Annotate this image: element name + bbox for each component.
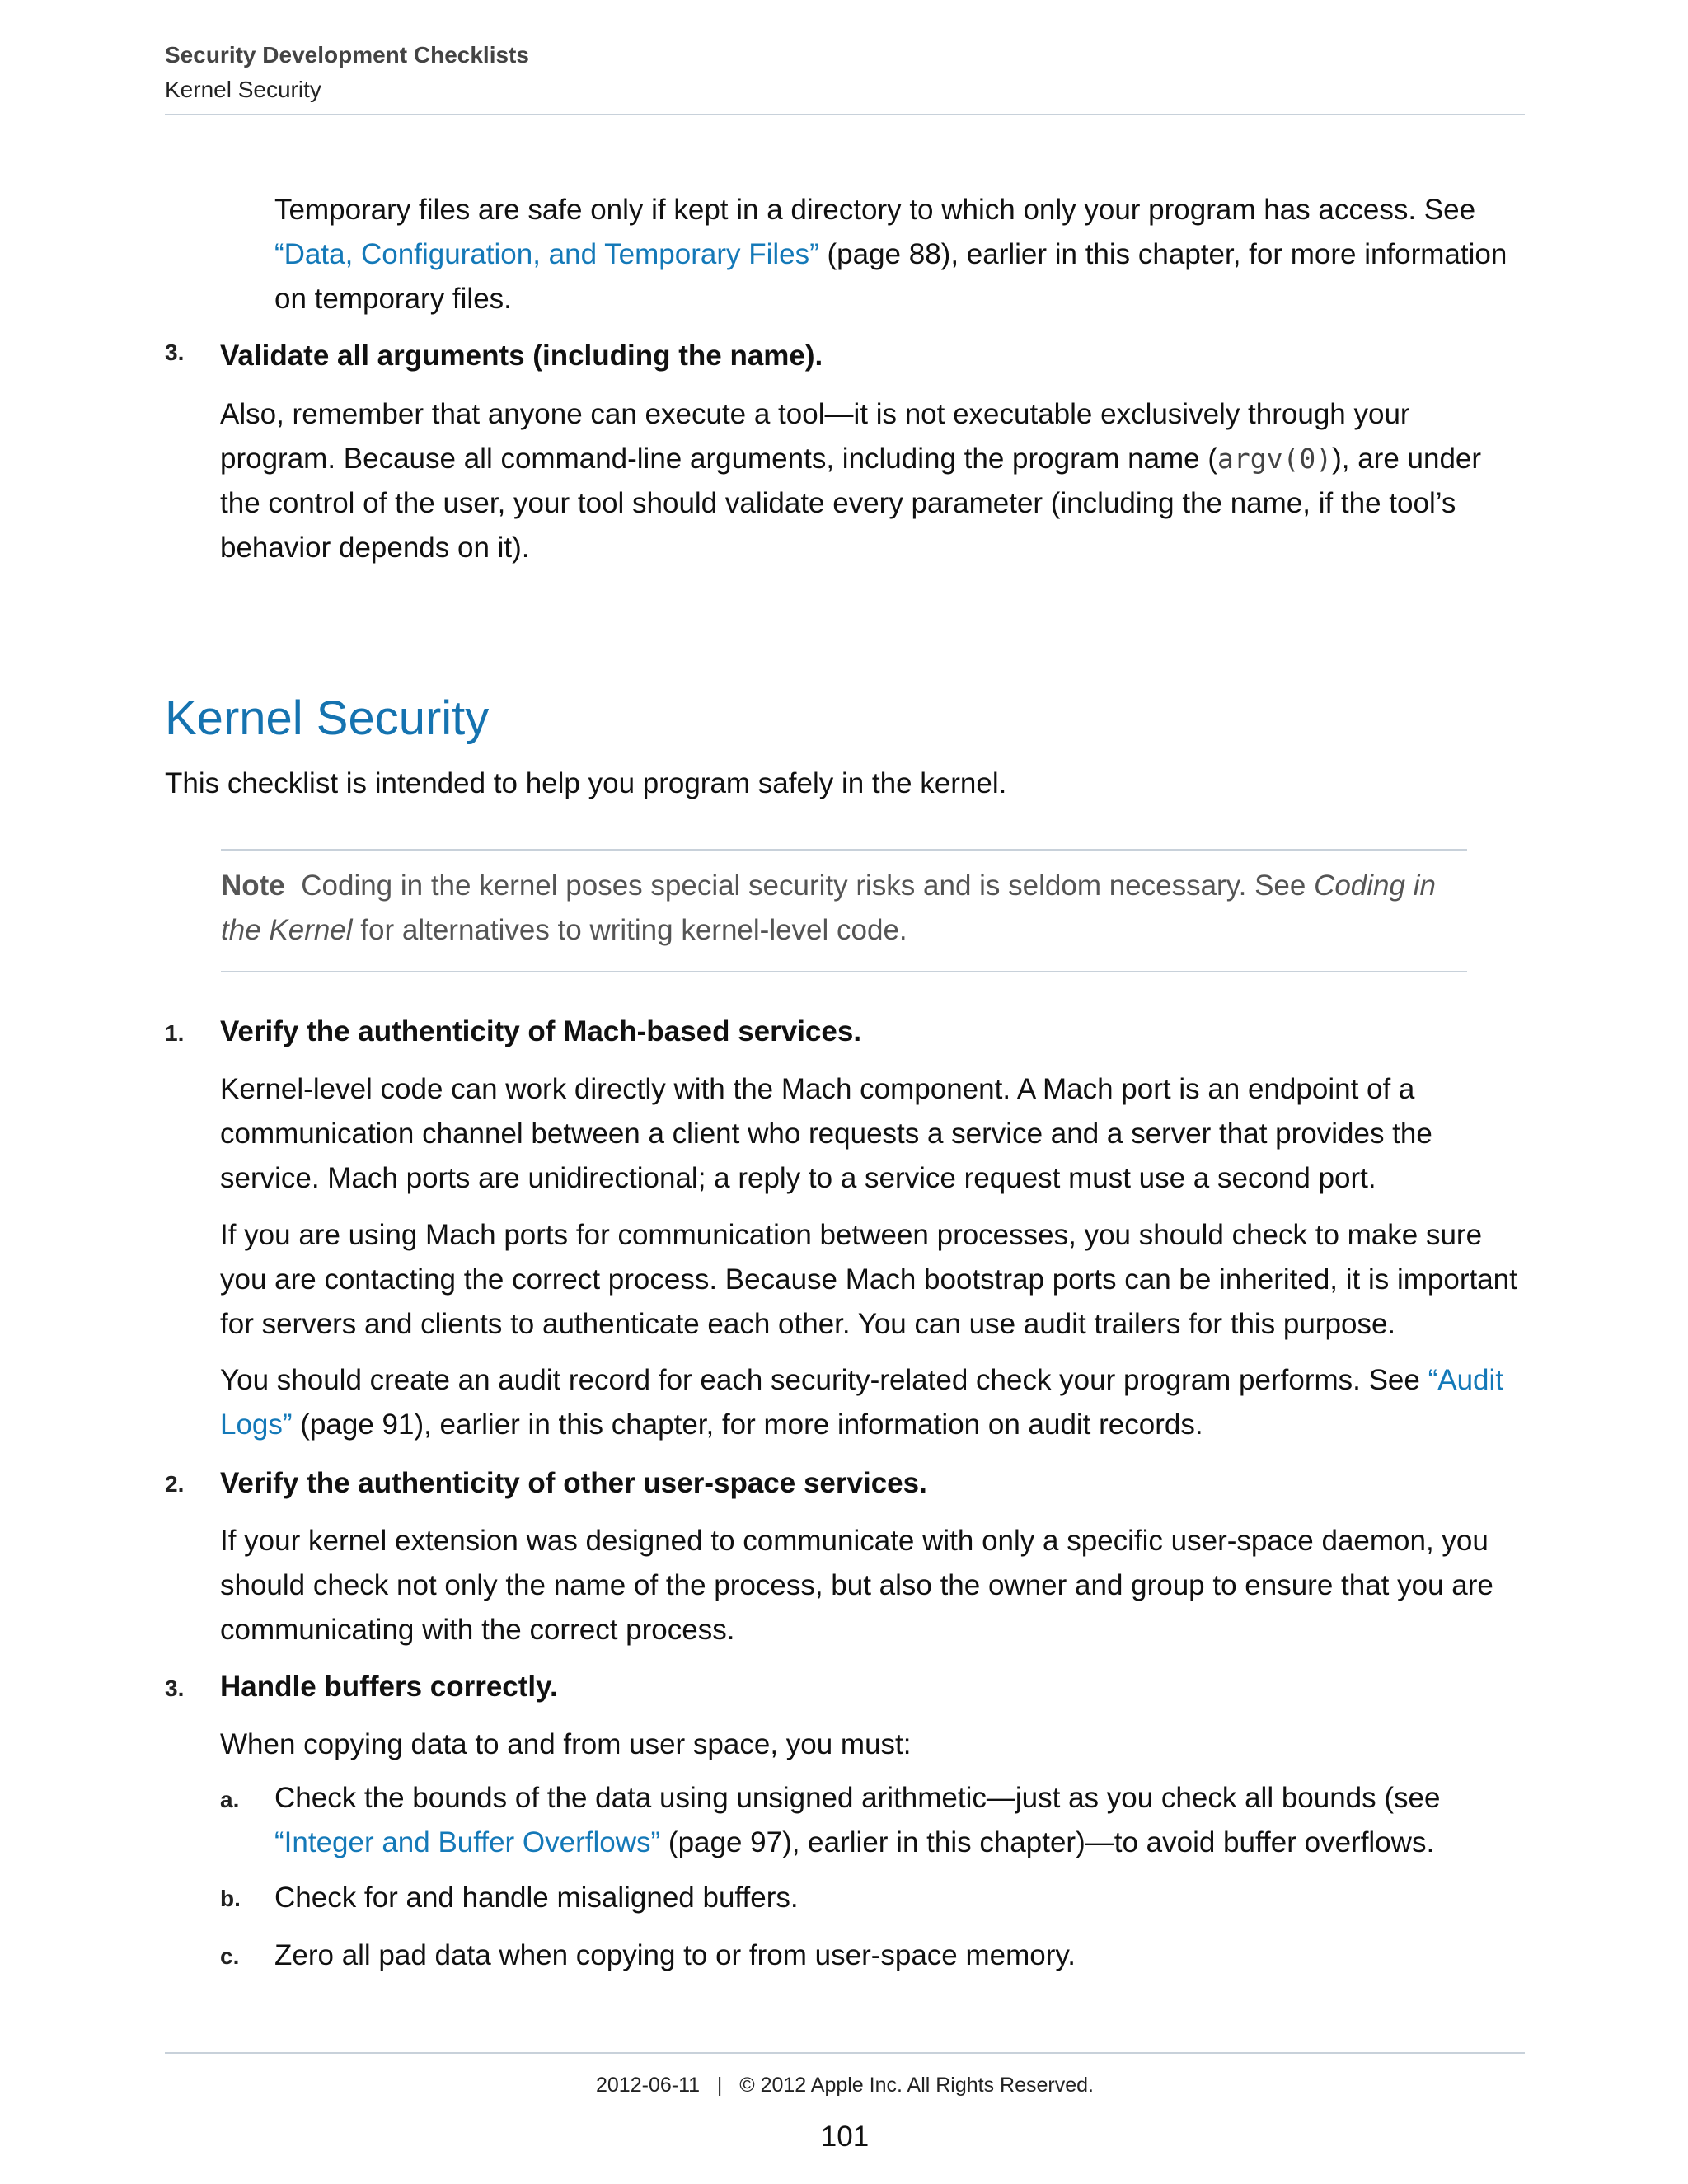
audit-logs-link[interactable]: “Audit Logs” [220,1364,1504,1441]
mach-ports-communication-paragraph: If you are using Mach ports for communication between processes, you should check to make sure you are contacting the correct process. Because Mach bootstrap ports can be inherited, it is important for servers and clients to authenticate each other. You can use audit trailers for this purpose. [220,1219,1517,1340]
list-item-title: Validate all arguments (including the name). [220,340,823,372]
footer-divider [165,2052,1525,2054]
copying-data-paragraph: When copying data to and from user space, you must: [220,1728,912,1760]
argv-code: argv(0) [1217,443,1333,475]
validate-args-text-after: ), are under the control of the user, your tool should validate every parameter (including the name, if the tool’s behavior depends on it). [220,443,1482,564]
sub-list-letter: c. [220,1943,240,1969]
chapter-title: Security Development Checklists [165,42,529,68]
temp-files-text-after: (page 88), earlier in this chapter, for more information on temporary files. [274,238,1507,315]
temp-files-text: Temporary files are safe only if kept in a directory to which only your program has access. See [274,194,1476,226]
integer-buffer-overflows-link[interactable]: “Integer and Buffer Overflows” [274,1826,661,1858]
section-intro: This checklist is intended to help you program safely in the kernel. [165,767,1007,799]
mach-port-paragraph: Kernel-level code can work directly with the Mach component. A Mach port is an endpoint of a communication channel between a client who requests a service and a server that provides the service. Mach ports are unidirectional; a reply to a service request must use a second port. [220,1073,1432,1194]
note-text [221,864,1467,953]
list-number: 1. [165,1020,185,1046]
page-footer [165,2052,1525,2154]
audit-record-paragraph [220,1358,1526,1447]
misaligned-buffers-item: Check for and handle misaligned buffers. [274,1882,799,1914]
data-config-temp-files-link[interactable]: “Data, Configuration, and Temporary Files” [274,238,819,270]
list-item-title: Verify the authenticity of Mach-based services. [220,1015,862,1047]
footer-date: 2012-06-11 [596,2074,701,2097]
kernel-extension-paragraph: If your kernel extension was designed to communicate with only a specific user-space daemon, you should check not only the name of the process, but also the owner and group to ensure that you are communicating with the correct process. [220,1525,1493,1646]
note-text-b: for alternatives to writing kernel-level code. [352,914,907,946]
audit-text: You should create an audit record for each security-related check your program performs. See [220,1364,1428,1396]
page-number: 101 [820,2121,870,2153]
running-header [165,38,1525,107]
zero-pad-item: Zero all pad data when copying to or from user-space memory. [274,1939,1076,1971]
audit-text-after: (page 91), earlier in this chapter, for more information on audit records. [292,1408,1203,1441]
header-divider [165,114,1525,115]
bounds-text-after: (page 97), earlier in this chapter)—to avoid buffer overflows. [660,1826,1435,1858]
sub-list-letter: a. [220,1787,240,1812]
footer-separator: | [716,2074,723,2097]
bounds-check-item [274,1776,1527,1865]
footer-copyright: © 2012 Apple Inc. All Rights Reserved. [739,2074,1094,2097]
list-number: 2. [165,1471,185,1497]
list-item-title: Handle buffers correctly. [220,1671,558,1703]
validate-args-text: Also, remember that anyone can execute a tool—it is not executable exclusively through your program. Because all command-line arguments, including the program name ( [220,398,1410,475]
list-number: 3. [165,1675,185,1701]
bounds-text: Check the bounds of the data using unsigned arithmetic—just as you check all bounds (see [274,1782,1441,1814]
note-text-a: Coding in the kernel poses special security risks and is seldom necessary. See [301,869,1315,902]
validate-args-paragraph [220,392,1526,570]
footer-line [165,2074,1525,2097]
section-title: Kernel Security [165,77,321,102]
note-box [221,849,1467,972]
temp-files-paragraph [274,188,1527,321]
sub-list-letter: b. [220,1886,241,1911]
coding-in-kernel-title: Coding in the Kernel [221,869,1436,946]
section-heading: Kernel Security [165,691,490,745]
list-item-title: Verify the authenticity of other user-space services. [220,1467,927,1499]
list-number: 3. [165,340,185,365]
note-label: Note [221,869,285,902]
